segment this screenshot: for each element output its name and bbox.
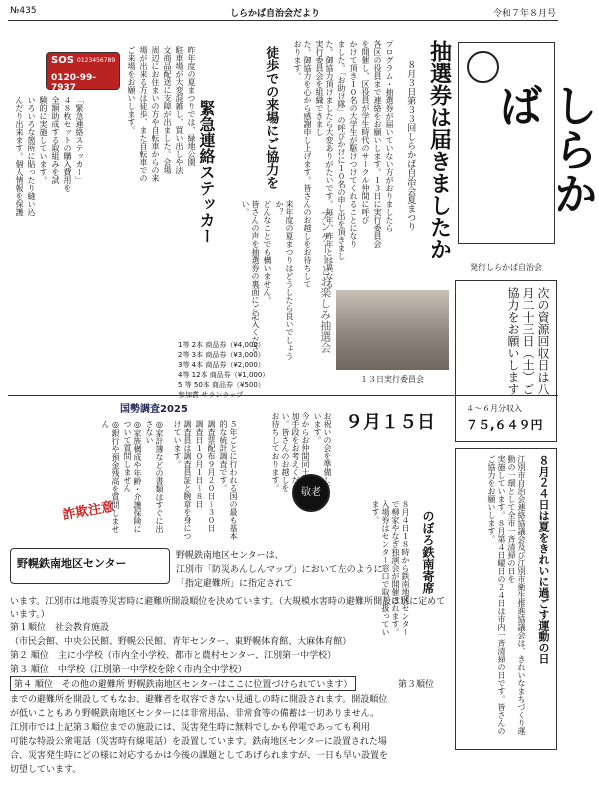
census-body (172, 420, 238, 540)
rank-1-detail: （市民会館、中央公民館、野幌公民館、青年センター、東野幌体育館、大麻体育館） (10, 637, 352, 647)
center-intro: 「指定避難所」に指定されて (176, 579, 294, 589)
center-sign (10, 548, 170, 584)
center-tail: 合、災害発生時にどの様に対応するかは今後の課題としてあげられますが、一日も早い設置を (10, 751, 389, 761)
center-intro: 江別市「防災あんしんマップ」において左のように (176, 565, 383, 575)
survey-line: 皆さんの声を抽選券の裏面にご記入ください。 (241, 200, 260, 352)
center-tail: までの避難所を開設してもなお、避難者を収容できない見通しの時に開設されます。開設順位 (10, 695, 388, 705)
rank-2: 第２ 順位 主に小学校（市内全小学校、都市と農村センター、江別第一中学校） (10, 651, 337, 661)
rank-3: 第３ 順位 中学校（江別第一中学校を除く市内全中学校） (10, 665, 247, 675)
center-body: います。江別市は地震等災害時に避難所開設順位を決めています。（大規模水害時の避難所開設は別に定めています。） (10, 597, 446, 620)
shirakaba-logo-icon (467, 51, 499, 83)
lead-line: 各区の役員まで連絡をお願いします。１３日に実行委員会 (373, 40, 382, 248)
recycle-box (455, 280, 557, 442)
center-tail: が低いこともあり野幌鉄南地区センターには非常用品、非常食等の備蓄は一切ありません。 (10, 709, 380, 719)
sticker-body (14, 96, 84, 296)
fraud-line: ◎家計簿などの書類はすぐに出さない (145, 420, 164, 533)
sticker-title: 緊急連絡ステッカー (197, 100, 216, 244)
survey-line: どんなことでも構いません。 (263, 200, 272, 304)
prize-item: 5 等 50本 商品券（¥500） (178, 381, 265, 389)
sos-label: SOS (51, 55, 74, 66)
nobori-title: のぼろ鉄南寄席 (421, 510, 435, 594)
sticker-line: 全額助成する取組みを試 (51, 96, 60, 184)
issue-date: 令和７年８月号 (492, 9, 556, 19)
lead-text (292, 40, 394, 290)
festival-date: ９月１５日 (345, 412, 435, 433)
fraud-line: ◎銀行や預金残高を質問しません (101, 420, 120, 533)
survey-title: アンケートとお楽しみ抽選会 (318, 210, 332, 353)
rank-1: 第１順位 社会教育施設 (10, 623, 110, 633)
census-logo: 国勢調査2025 (120, 404, 188, 415)
lead-line: た。御協力頂けましたら大変ありがたいです。毎年、昨年とは異なる実行委員会を組織できまし (315, 40, 334, 288)
recycle-amount: ７５,６４９円 (466, 418, 543, 432)
fraud-body (100, 420, 164, 540)
lead-line: ました。「お助け隊」の呼びかけに１０名の申し出を頂きまし (337, 40, 346, 260)
survey-line: 来年度の夏まつりはどうしたら良いでしょうか？ (275, 200, 294, 360)
publisher: 発行しらかば自治会 (470, 263, 542, 272)
center-tail: 切望しています。 (10, 765, 82, 775)
sticker-line: いろいろな箇所に貼ったり縫い込 (27, 96, 36, 216)
walk-line: ご来場をお願いします。 (127, 46, 136, 134)
lead-line: プログラム・抽選券が届いていない方がおりましたら (385, 40, 394, 232)
recycle-amount-label: ４～６月分収入 (466, 404, 522, 413)
census-line: 調査日１０月１日～８日 (195, 420, 204, 508)
walk-line: 場が出来る方は徒歩、また自転車での (139, 46, 148, 182)
prize-item: 2等 3本 商品券（¥3,000） (178, 351, 265, 359)
masthead-box (458, 42, 597, 244)
newsletter-title: しらかば自治会だより (230, 9, 321, 19)
cleanup-title: ８月２４日は夏をきれいに過ごす運動の日 (537, 455, 550, 664)
cleanup-line: 実施しています。８月第４日曜日の２４日は市内一斉清掃の日です。皆さんのご協力をお願いします。 (487, 455, 506, 735)
headline-sub: ８月３日第３３回しらかば自治会夏まつり (405, 60, 416, 231)
lead-line: を開催し、区役員が学生時代のサークル仲間に呼び (361, 40, 370, 224)
center-tail: 江別市では上記第３順位までの施設には、災害発生時に無料でしかも停電であっても利用 (10, 723, 370, 733)
sos-phone-small: 0123456789 (77, 57, 116, 64)
walk-line: 昨年度の夏まつりでは、緑地公園 (187, 46, 196, 166)
prize-item: 1等 2本 商品券（¥4,000） (178, 341, 265, 349)
walk-line: 周辺にお住まいの方や自転車からの来 (151, 46, 160, 182)
sticker-line: 験的に実施しています。 (39, 96, 48, 184)
sticker-line: 「緊急連絡ステッカー」 (75, 96, 84, 184)
sos-sticker-image (46, 52, 120, 93)
respect-body (270, 412, 332, 492)
walk-line: 文商品配送に支障が出ました。会場 (163, 46, 172, 174)
walk-title: 徒歩での来場にご協力を (263, 46, 279, 189)
census-line: 調査員は調査員証と腕章を身につけています。 (173, 420, 192, 540)
center-name: 野幌鉄南地区センター (17, 557, 127, 570)
census-line: ５年ごとに行われる国の最も基本的な統計調査です。 (219, 420, 238, 540)
prize-item: 3等 4本 商品券（¥2,000） (178, 361, 265, 369)
cleanup-line: 江別市自治会連絡協議会及び江別市衛生推進協議会は、きれいなまちづくり運動の一環として全市一斉清掃の日を (507, 455, 526, 735)
census-line: 調査票配布９月２０日～３０日 (207, 420, 216, 532)
walk-line: 駐車場が大変混雑し、買い出しや法 (175, 46, 184, 174)
respect-line: 今からお仲間同士で参加手段をお考えください。皆さんのお越しをお待ちしております。 (271, 412, 310, 492)
photo-caption: １３日実行委員会 (360, 375, 424, 384)
sticker-line: んだり出来ます。個人情報を保護 (15, 96, 24, 216)
prize-item: 参加賞 サランラップ (178, 391, 244, 399)
sticker-line: ４８枚セットの購入費用を (63, 96, 72, 192)
walk-body (126, 46, 196, 286)
headline: 抽選券は届きましたか (426, 40, 452, 260)
header-rule (8, 20, 558, 21)
fraud-line: ◎家族構成や年齢・介護保険について質問しません (123, 420, 142, 533)
fraud-badge: 詐欺注意 (61, 499, 116, 524)
cleanup-box (455, 448, 557, 750)
meeting-photo (336, 290, 449, 370)
section-rule (8, 395, 558, 396)
masthead-title: しらかば (491, 83, 597, 215)
nobori-body: ８月４日１８時から鉄南地区センターで柳家やなぎ独演会が開催されます。入場券はセンター窓口で取り扱っています。 (371, 500, 410, 636)
center-intro: 野幌鉄南地区センターは、 (176, 551, 284, 561)
center-tail: 可能な特設公衆電話（災害時有線電話）を設置しています。鉄南地区センターに設置された場 (10, 737, 387, 747)
survey-body (240, 200, 294, 360)
issue-number: №435 (10, 6, 37, 16)
recycle-text: 次の資源回収日は八月二十三日（土）ご協力をお願いします (506, 287, 550, 395)
lead-line: た。御協力を心から感謝申し上げます。皆さんのお越しをお待ちしております。 (293, 40, 312, 288)
prize-item: 4等 12本 商品券（¥1,000） (178, 371, 270, 379)
prize-list (178, 340, 269, 400)
respect-line: お祝いの会を準備しています。 (313, 412, 332, 492)
respect-badge: 敬老 (292, 474, 330, 512)
rank-4: 第４ 順位 その他の避難所 野幌鉄南地区センターはここに位置づけられています） (10, 676, 356, 691)
rank-4-tail: 第３順位 (398, 680, 435, 690)
lead-line: かけて頂き１０名の大学生が駆けつけてくれることになり (349, 40, 358, 248)
sos-phone: 0120-99-7937 (51, 73, 97, 93)
